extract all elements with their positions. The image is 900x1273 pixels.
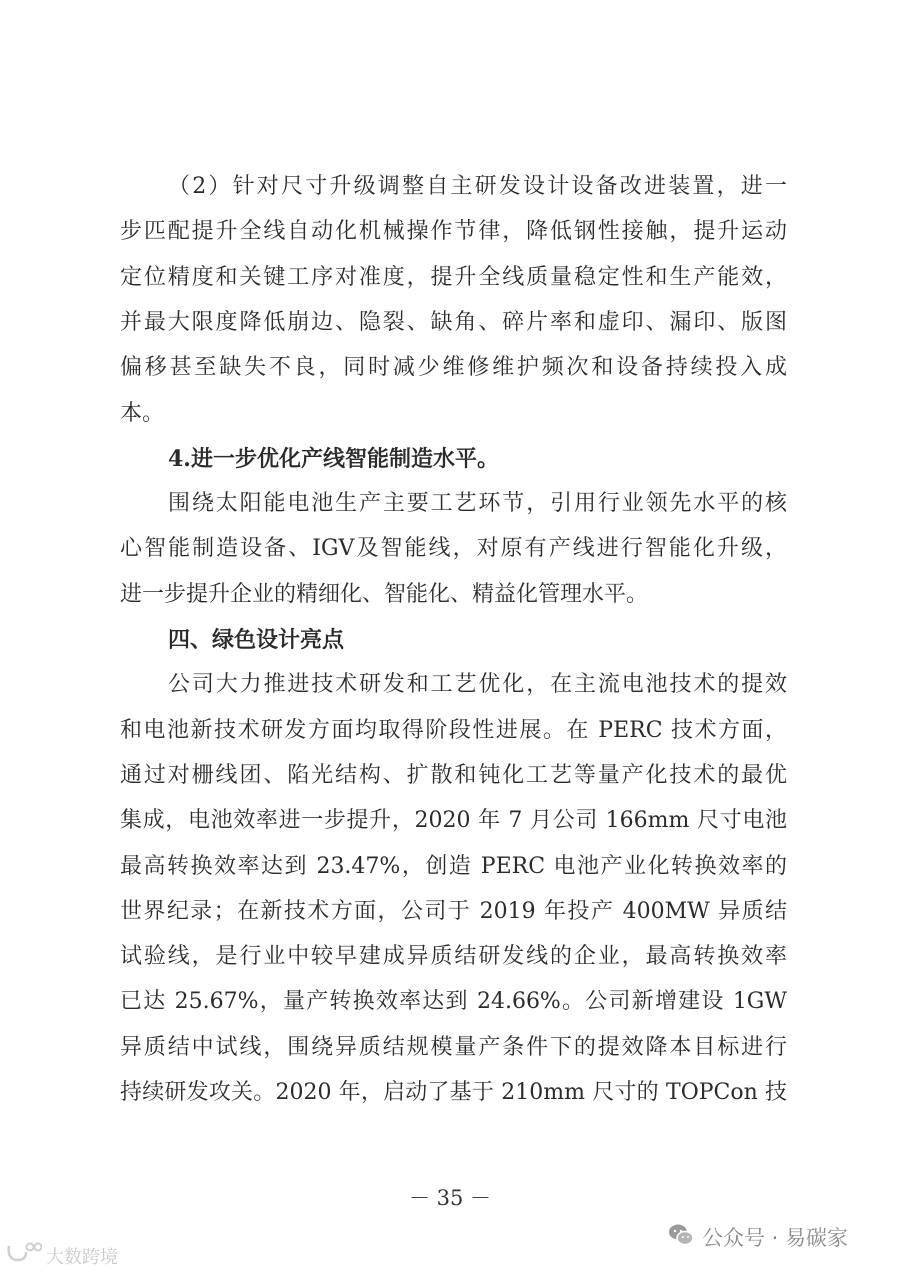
paragraph-line: 定位精度和关键工序对准度，提升全线质量稳定性和生产能效， (120, 264, 787, 290)
paragraph-line: 持续研发攻关。2020 年，启动了基于 210mm 尺寸的 TOPCon 技 (120, 1080, 787, 1105)
paragraph-line: 围绕太阳能电池生产主要工艺环节，引用行业领先水平的核 (168, 491, 787, 517)
paragraph-line: 最高转换效率达到 23.47%，创造 PERC 电池产业化转换效率的 (120, 853, 787, 879)
paragraph-line: 试验线，是行业中较早建成异质结研发线的企业，最高转换效率 (120, 944, 787, 970)
paragraph-line: 心智能制造设备、IGV及智能线，对原有产线进行智能化升级， (120, 536, 787, 562)
paragraph-line: 步匹配提升全线自动化机械操作节律，降低钢性接触，提升运动 (120, 219, 787, 245)
paragraph-line: 异质结中试线，围绕异质结规模量产条件下的提效降本目标进行 (120, 1034, 787, 1060)
brand-watermark (6, 1242, 118, 1269)
page-number: － 35 － (408, 1186, 492, 1210)
paragraph-line: 世界纪录；在新技术方面，公司于 2019 年投产 400MW 异质结 (120, 898, 787, 924)
paragraph-line: 并最大限度降低崩边、隐裂、缺角、碎片率和虚印、漏印、版图 (120, 309, 787, 335)
brand-logo-icon (6, 1242, 42, 1269)
brand-watermark-text: 大数跨境 (46, 1246, 118, 1268)
paragraph-line: 通过对栅线团、陷光结构、扩散和钝化工艺等量产化技术的最优 (120, 762, 787, 788)
section-heading: 四、绿色设计亮点 (168, 627, 345, 653)
wechat-icon (668, 1223, 694, 1252)
paragraph-line: （2）针对尺寸升级调整自主研发设计设备改进装置，进一 (168, 174, 787, 199)
wechat-watermark-text: 公众号 · 易碳家 (702, 1226, 849, 1250)
paragraph-line: 偏移甚至缺失不良，同时减少维修维护频次和设备持续投入成 (120, 355, 787, 381)
paragraph-line: 进一步提升企业的精细化、智能化、精益化管理水平。 (120, 581, 649, 607)
paragraph-line: 公司大力推进技术研发和工艺优化，在主流电池技术的提效 (168, 672, 787, 698)
paragraph-line: 本。 (120, 400, 165, 426)
wechat-watermark (668, 1222, 848, 1252)
section-heading: 4.进一步优化产线智能制造水平。 (168, 445, 499, 472)
paragraph-line: 集成，电池效率进一步提升，2020 年 7 月公司 166mm 尺寸电池 (120, 808, 787, 834)
paragraph-line: 已达 25.67%，量产转换效率达到 24.66%。公司新增建设 1GW (120, 989, 787, 1015)
paragraph-line: 和电池新技术研发方面均取得阶段性进展。在 PERC 技术方面， (120, 717, 787, 743)
